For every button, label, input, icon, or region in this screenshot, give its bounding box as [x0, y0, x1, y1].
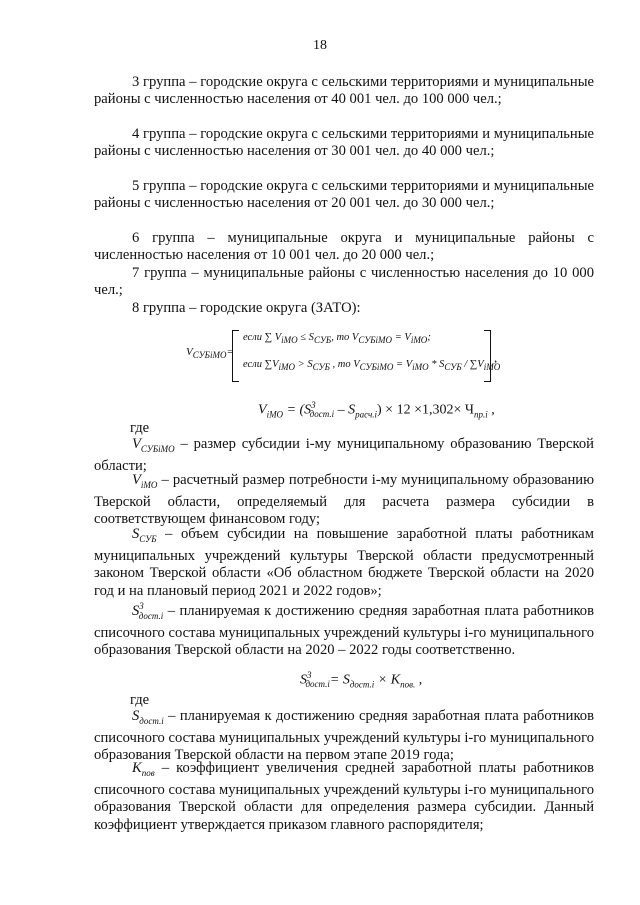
paragraph-group-7 [94, 265, 594, 299]
formula-s3: $S^3_{дост.i}= S_{дост.i} \times K_{пов.}$ , [300, 670, 423, 690]
formula-left-bracket [232, 330, 239, 382]
paragraph-group-5 [94, 178, 594, 212]
paragraph-text: 3 группа – городские округа с сельскими территориями и муниципальные районы с численностью населения от 40 001 чел. до 100 000 чел.; [94, 74, 594, 108]
paragraph-group-6 [94, 230, 594, 264]
formula-need: $V_{iМО} = (S^3_{дост.i} - S_{расч.i}) \times 12 \times 1,302\times Ч_{пр.i}$ , [258, 400, 495, 420]
paragraph-group-4 [94, 126, 594, 160]
definition-k-pov: $K_{пов}$ – коэффициент увеличения средней заработной платы работников списочного состава муниципальных учреждений культуры i-го муниципального образования Тверской области для определения размера субсидии. Данный коэффициент утверждается приказом главного распорядителя; [94, 760, 594, 833]
paragraph-group-8 [94, 300, 594, 317]
definition-v-subsidy: $V_{СУБiМО}$ – размер субсидии i-му муниципальному образованию Тверской области; [94, 436, 594, 475]
formula-right-bracket [484, 330, 491, 382]
where-label-2: где [130, 692, 150, 708]
definition-s3-dost: $S^3_{дост.i}$ – планируемая к достижению средняя заработная плата работников списочного состава муниципальных учреждений культуры i-го муниципального образования Тверской области на 2020 – 2022 годы соответственно. [94, 601, 594, 659]
definition-s-dost: $S_{дост.i}$ – планируемая к достижению средняя заработная плата работников списочного состава муниципальных учреждений культуры i-го муниципального образования Тверской области на первом этапе 2019 года; [94, 708, 594, 764]
paragraph-text: 4 группа – городские округа с сельскими территориями и муниципальные районы с численностью населения от 30 001 чел. до 40 000 чел.; [94, 126, 594, 160]
formula-lhs: $V_{СУБiМО}=$ [186, 346, 234, 361]
paragraph-group-3 [94, 74, 594, 108]
formula-line-1: если ∑ $V_{iМО} \le S_{СУБ}$, то $V_{СУБiМО} = V_{iМО}$; [243, 332, 431, 346]
paragraph-text: 6 группа – муниципальные округа и муниципальные районы с численностью населения от 10 001 чел. до 20 000 чел.; [94, 230, 594, 264]
definition-s-sub: $S_{СУБ}$ – объем субсидии на повышение заработной платы работникам муниципальных учреждений культуры Тверской области предусмотренный законом Тверской области «Об областном бюджете Тверской области на 2020 год и на плановый период 2021 и 2022 годов»; [94, 526, 594, 599]
page-number: 18 [313, 38, 327, 53]
where-label-1: где [130, 420, 150, 436]
formula-line-2: если $\sum V_{iМО} > S_{СУБ}$ , то $V_{СУБiМО} = V_{iМО} * S_{СУБ} / \sum V_{iМО}$ [243, 359, 501, 373]
definition-v-need: $V_{iМО}$ – расчетный размер потребности i-му муниципальному образованию Тверской области, определяемый для расчета размера субсидии в соответствующем финансовом году; [94, 472, 594, 528]
formula-trail: , [494, 350, 498, 365]
paragraph-text: 5 группа – городские округа с сельскими территориями и муниципальные районы с численностью населения от 20 001 чел. до 30 000 чел.; [94, 178, 594, 212]
paragraph-text: 7 группа – муниципальные районы с численностью населения до 10 000 чел.; [94, 265, 594, 299]
paragraph-text: 8 группа – городские округа (ЗАТО): [132, 300, 361, 316]
